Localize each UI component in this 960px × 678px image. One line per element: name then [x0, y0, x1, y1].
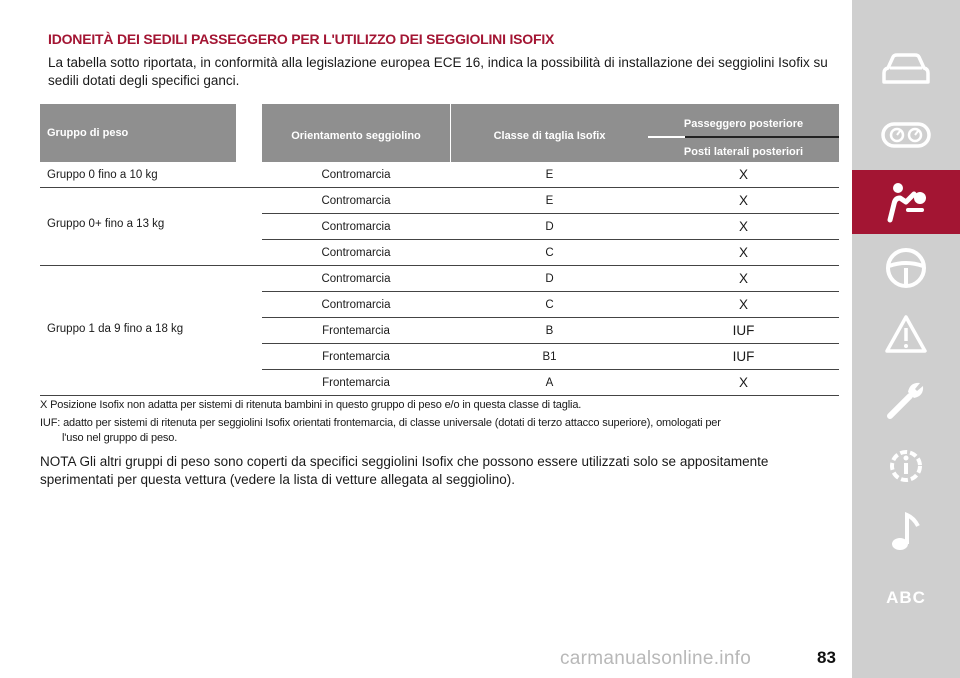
orientation-cell: Contromarcia: [321, 247, 391, 259]
suitability-cell: X: [738, 245, 748, 260]
safety-icon: [880, 180, 932, 224]
music-icon: [888, 510, 924, 554]
suitability-cell: X: [738, 193, 748, 208]
table-row: [40, 370, 839, 396]
class-cell: D: [545, 221, 554, 233]
orientation-cell: Contromarcia: [321, 273, 391, 285]
suitability-cell: X: [738, 271, 748, 286]
watermark: carmanualsonline.info: [560, 648, 752, 669]
table-row: [40, 344, 839, 370]
class-cell: B1: [542, 351, 557, 363]
nota-paragraph: NOTA Gli altri gruppi di peso sono coperti da specifici seggiolini Isofix che possono essere utilizzati solo se appositamente sperimentati per questa vettura (vedere la lista di vetture allegata al seggiolino).: [40, 454, 769, 487]
table-row: [40, 266, 839, 292]
nav-dashboard[interactable]: [852, 103, 960, 167]
header-weight-group: Gruppo di peso: [40, 104, 236, 162]
abc-icon: ABC: [886, 588, 926, 607]
header-rear-passenger: Passeggero posteriore: [648, 104, 839, 136]
nav-car[interactable]: [852, 38, 960, 102]
header-size-class: Classe di taglia Isofix: [451, 104, 648, 162]
iuf-note-line1: IUF: adatto per sistemi di ritenuta per seggiolini Isofix orientati frontemarcia, di classe universale (dotati di terzo attacco superiore), omologati per: [40, 417, 721, 429]
table-row: [40, 188, 839, 214]
table-header: [40, 104, 839, 162]
nav-technical-data[interactable]: [852, 434, 960, 498]
nav-emergency[interactable]: [852, 302, 960, 366]
orientation-cell: Contromarcia: [321, 169, 391, 181]
chapter-sidebar: [852, 0, 960, 678]
nav-maintenance[interactable]: [852, 368, 960, 432]
steering-wheel-icon: [884, 246, 928, 290]
group-label: Gruppo 0+ fino a 13 kg: [47, 218, 165, 230]
table-row: [40, 214, 839, 240]
suitability-cell: X: [738, 219, 748, 234]
nav-driving[interactable]: [852, 236, 960, 300]
class-cell: B: [545, 325, 554, 337]
table-row: [40, 162, 839, 188]
intro-paragraph: La tabella sotto riportata, in conformità alla legislazione europea ECE 16, indica la possibilità di installazione dei seggiolini Isofix su sedili dotati degli specifici ganci.: [48, 55, 828, 88]
orientation-cell: Frontemarcia: [322, 351, 390, 363]
header-rear-passenger-block: [648, 104, 839, 162]
header-orientation: Orientamento seggiolino: [262, 104, 450, 162]
header-rear-side-seats: Posti laterali posteriori: [648, 138, 839, 162]
group-block-1: [40, 188, 839, 266]
page-content: [48, 30, 840, 90]
class-cell: D: [545, 273, 554, 285]
nav-multimedia[interactable]: [852, 500, 960, 564]
section-heading: IDONEITÀ DEI SEDILI PASSEGGERO PER L'UTILIZZO DEI SEGGIOLINI ISOFIX: [48, 31, 555, 47]
suitability-cell: X: [738, 297, 748, 312]
suitability-cell: IUF: [732, 323, 755, 338]
info-gear-icon: [884, 444, 928, 488]
group-block-2: [40, 266, 839, 396]
warning-icon: [884, 314, 928, 354]
suitability-cell: X: [738, 375, 748, 390]
class-cell: E: [545, 169, 554, 181]
orientation-cell: Contromarcia: [321, 195, 391, 207]
group-block-0: [40, 162, 839, 188]
suitability-cell: X: [738, 167, 748, 182]
row-divider: [40, 395, 839, 396]
group-label: Gruppo 1 da 9 fino a 18 kg: [47, 323, 184, 335]
class-cell: A: [545, 377, 554, 389]
table-notes: [40, 398, 840, 489]
car-icon: [880, 52, 932, 88]
nav-index[interactable]: [852, 566, 960, 630]
orientation-cell: Frontemarcia: [322, 377, 390, 389]
wrench-icon: [884, 378, 928, 422]
suitability-cell: IUF: [732, 349, 755, 364]
class-cell: C: [545, 247, 554, 259]
nav-safety[interactable]: [852, 170, 960, 234]
table-row: [40, 318, 839, 344]
orientation-cell: Contromarcia: [321, 221, 391, 233]
isofix-table: [40, 104, 839, 396]
orientation-cell: Contromarcia: [321, 299, 391, 311]
class-cell: E: [545, 195, 554, 207]
group-label: Gruppo 0 fino a 10 kg: [47, 169, 158, 181]
class-cell: C: [545, 299, 554, 311]
x-note: X Posizione Isofix non adatta per sistemi di ritenuta bambini in questo gruppo di peso e/o in questa classe di taglia.: [40, 399, 582, 411]
orientation-cell: Frontemarcia: [322, 325, 390, 337]
dashboard-icon: [880, 120, 932, 150]
iuf-note-line2: l'uso nel gruppo di peso.: [62, 432, 178, 444]
table-row: [40, 292, 839, 318]
page-number: 83: [817, 648, 836, 667]
table-row: [40, 240, 839, 266]
